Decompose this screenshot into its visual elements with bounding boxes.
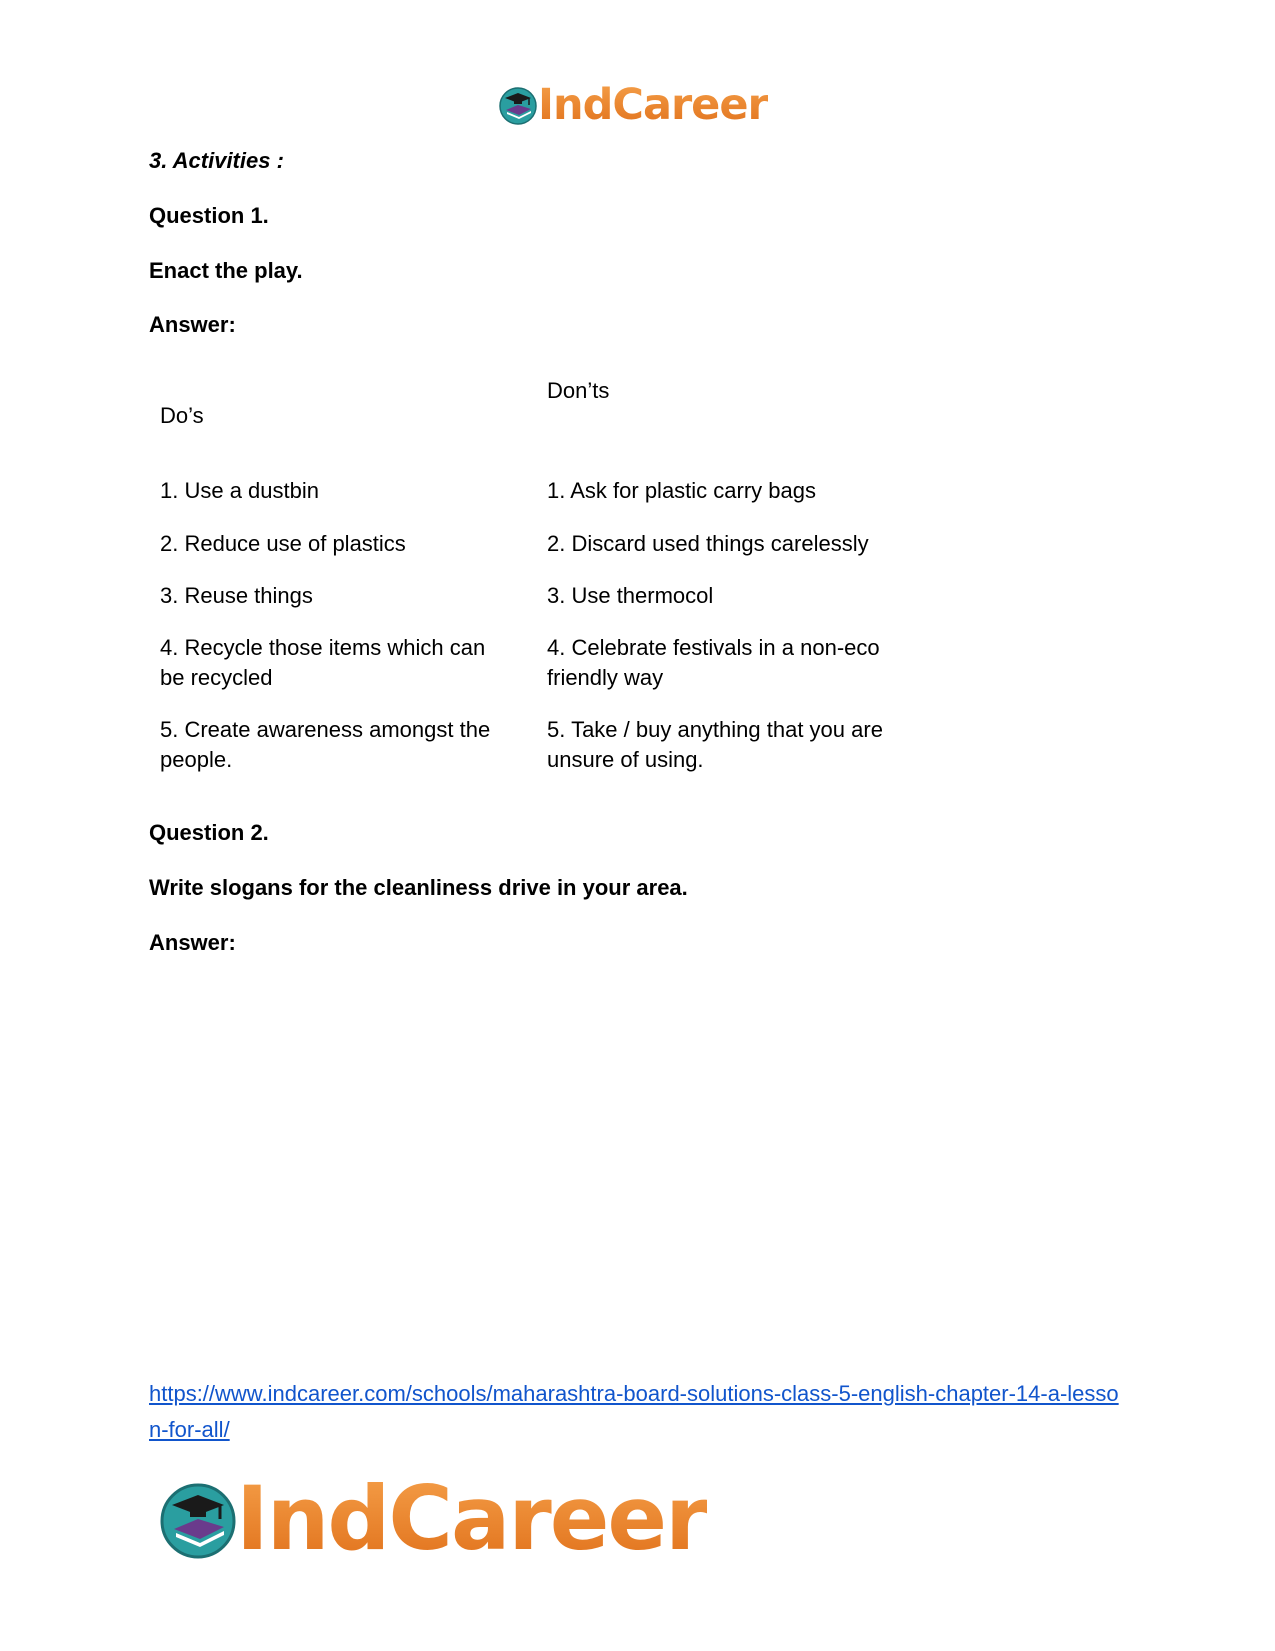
dos-cell: 5. Create awareness amongst the people. bbox=[160, 717, 491, 772]
column-header-dos: Do’s bbox=[160, 403, 204, 428]
donts-cell: 4. Celebrate festivals in a non-eco friendly way bbox=[547, 635, 880, 690]
brand-name: IndCareer bbox=[236, 1467, 707, 1570]
source-link[interactable]: https://www.indcareer.com/schools/maharashtra-board-solutions-class-5-english-chapter-14-a-lesson-for-all/ bbox=[149, 1381, 1119, 1442]
question-2-label: Question 2. bbox=[149, 820, 269, 845]
graduation-book-icon bbox=[158, 1479, 238, 1559]
brand-name: IndCareer bbox=[538, 80, 768, 130]
section-title: 3. Activities : bbox=[149, 148, 284, 173]
donts-cell: 2. Discard used things carelessly bbox=[547, 531, 869, 556]
donts-cell: 3. Use thermocol bbox=[547, 583, 714, 608]
graduation-book-icon bbox=[498, 85, 538, 125]
dos-cell: 2. Reduce use of plastics bbox=[160, 531, 406, 556]
donts-cell: 1. Ask for plastic carry bags bbox=[547, 478, 816, 503]
question-1-label: Question 1. bbox=[149, 203, 269, 228]
column-header-donts: Don’ts bbox=[547, 378, 610, 403]
question-1-prompt: Enact the play. bbox=[149, 258, 303, 283]
question-1-answer-label: Answer: bbox=[149, 312, 236, 337]
dos-cell: 3. Reuse things bbox=[160, 583, 313, 608]
donts-cell: 5. Take / buy anything that you are unsure of using. bbox=[547, 717, 883, 772]
header-logo bbox=[498, 80, 768, 130]
dos-cell: 1. Use a dustbin bbox=[160, 478, 319, 503]
footer-logo bbox=[158, 1467, 707, 1570]
question-2-answer-label: Answer: bbox=[149, 930, 236, 955]
question-2-prompt: Write slogans for the cleanliness drive in your area. bbox=[149, 875, 688, 900]
dos-cell: 4. Recycle those items which can be recycled bbox=[160, 635, 486, 690]
